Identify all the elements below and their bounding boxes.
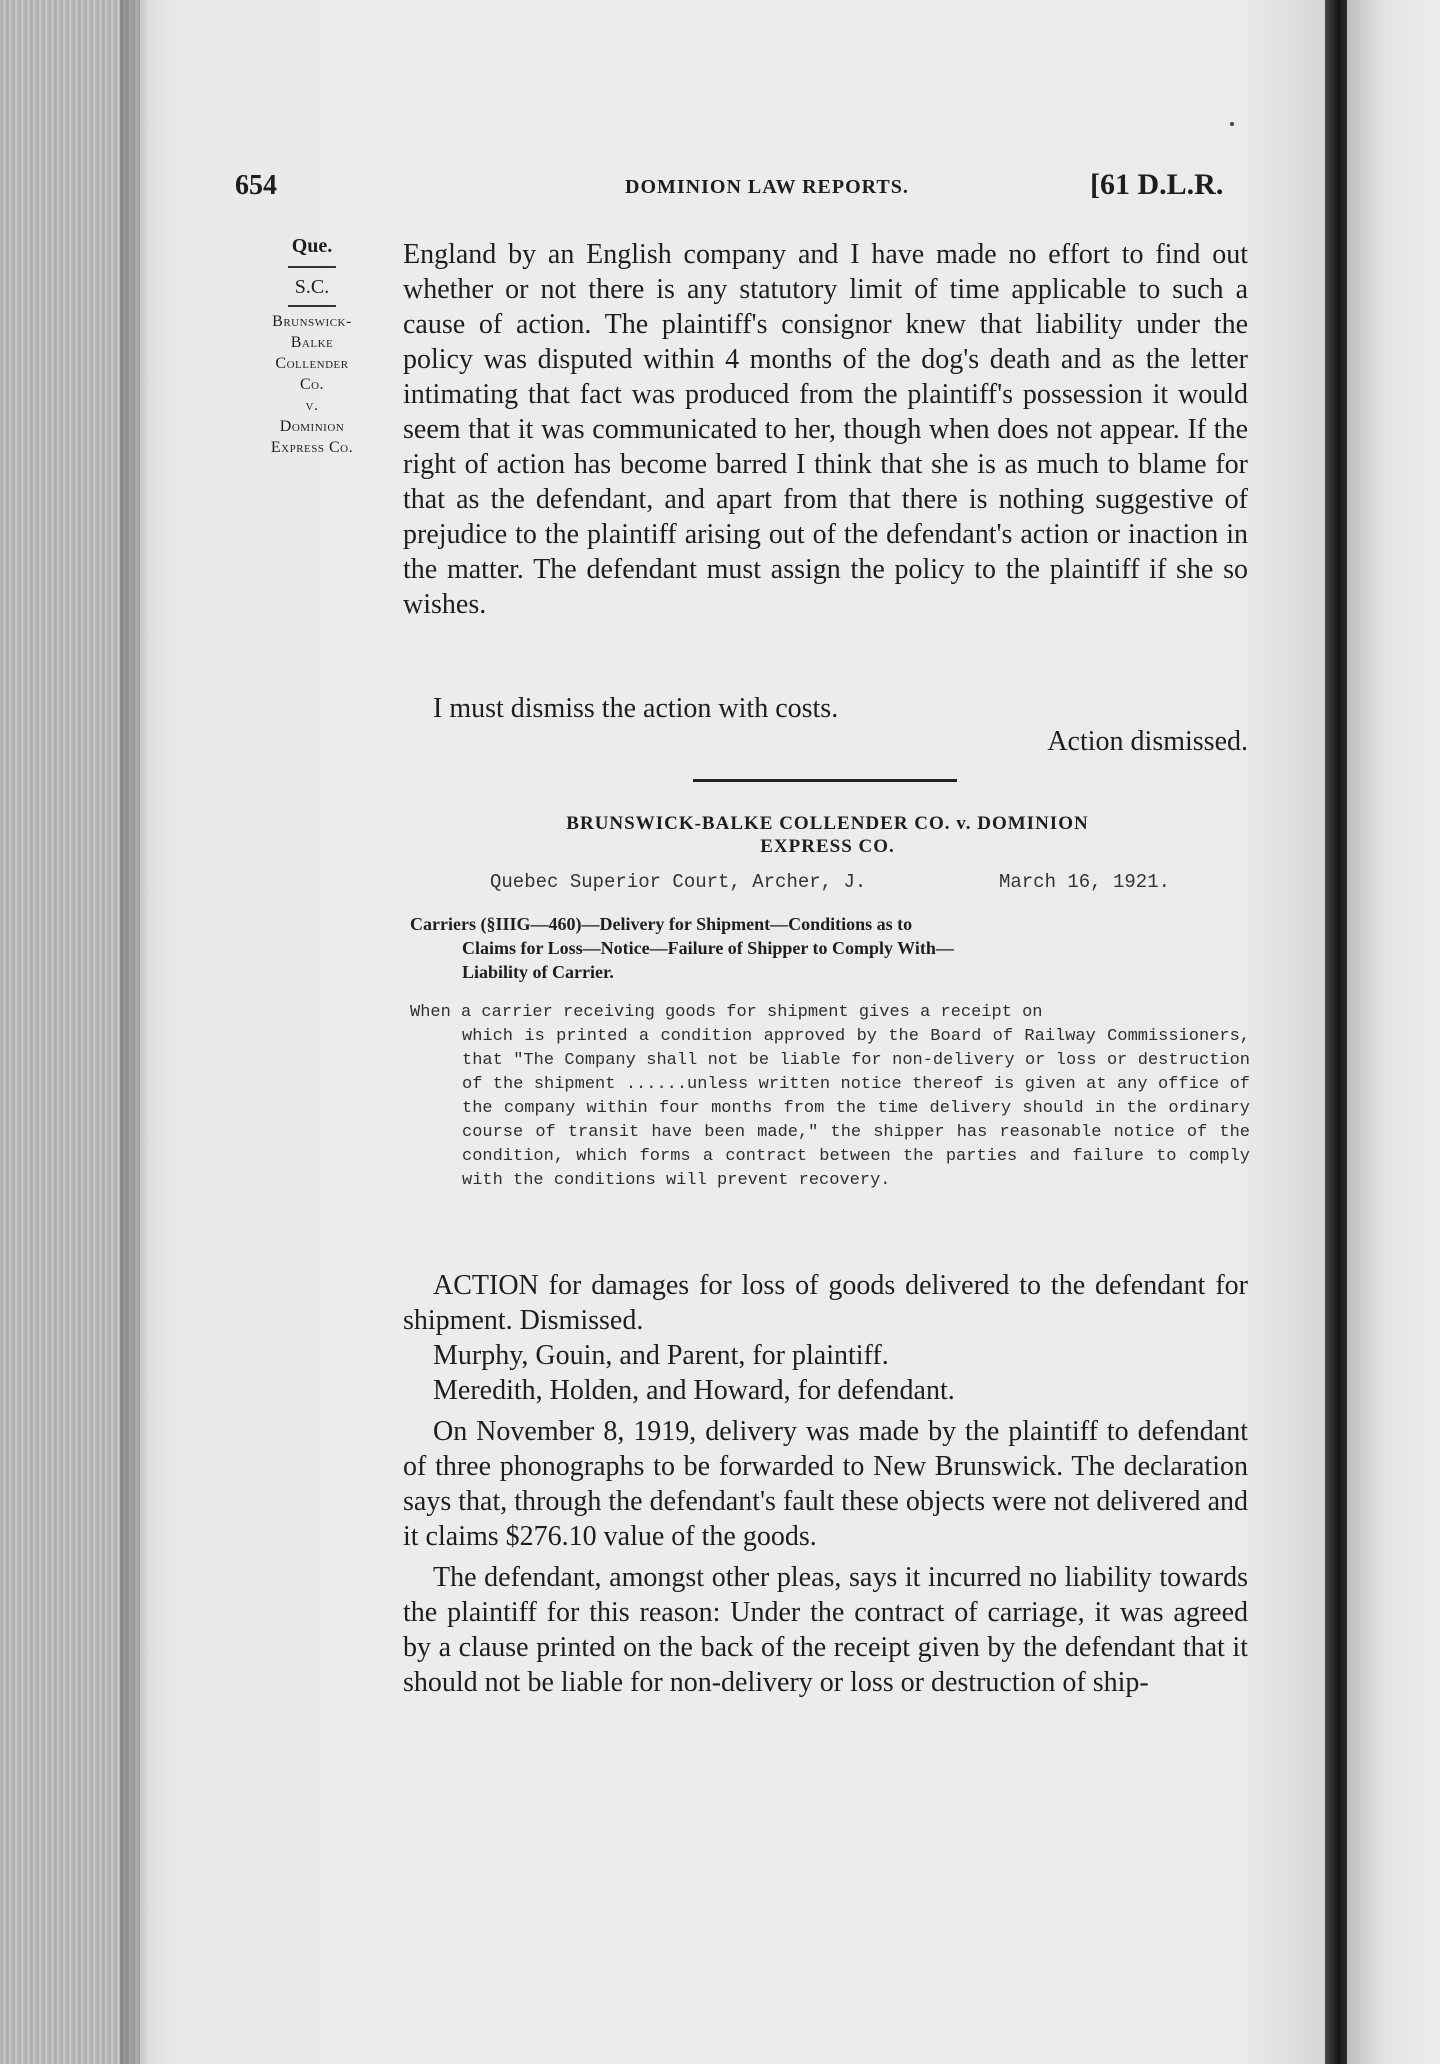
sidebar-party-line: Express Co. — [270, 439, 354, 456]
court-line — [490, 871, 1170, 893]
book-gutter — [1325, 0, 1347, 2064]
case-title-line: EXPRESS CO. — [760, 836, 895, 857]
page-number: 654 — [235, 170, 277, 201]
sidebar-rule — [288, 305, 336, 307]
volume-reference: [61 D.L.R. — [1090, 168, 1224, 201]
sidebar-party-line: Balke — [290, 334, 334, 351]
headnote-first-line: When a carrier receiving goods for shipment gives a receipt on — [410, 1003, 1043, 1022]
headnote-body: which is printed a condition approved by the Board of Railway Commissioners, that "The Company shall not be liable for non-delivery or loss or destruction of the shipment ......unless written notice thereof is given at any office of the company within four months from the time delivery should in the ordinary course of transit have been made," the shipper has reasonable notice of the condition, which forms a contract between the parties and failure to comply with the conditions will prevent recovery. — [462, 1027, 1250, 1190]
body-paragraph — [403, 237, 1248, 622]
action-summary: ACTION for damages for loss of goods delivered to the defendant for shipment. Dismissed. — [403, 1270, 1248, 1336]
print-speck — [1230, 122, 1234, 126]
topic-line: Claims for Loss—Notice—Failure of Shipper to Comply With— — [462, 938, 954, 958]
case-title-line: BRUNSWICK-BALKE COLLENDER CO. v. DOMINION — [566, 813, 1089, 834]
topic-line: Carriers (§IIIG—460)—Delivery for Shipment—Conditions as to — [410, 914, 913, 934]
headnote-topic — [410, 912, 1250, 984]
sidebar-party-line: Dominion — [279, 418, 345, 435]
sidebar-court: Que. — [291, 235, 333, 257]
topic-line: Liability of Carrier. — [462, 962, 614, 982]
next-page-edge — [1347, 0, 1440, 2064]
section-divider — [693, 779, 957, 782]
binding-shadow — [120, 0, 150, 2064]
pleas-paragraph: The defendant, amongst other pleas, says it incurred no liability towards the plaintiff for this reason: Under the contract of carriage, it was agreed by a clause printed on the back of the receipt given by the defendant that it should not be liable for non-delivery or loss or destruction of ship- — [403, 1562, 1248, 1698]
verdict: Action dismissed. — [1047, 726, 1248, 757]
sidebar-party-line: v. — [305, 397, 319, 414]
paragraph-text: I must dismiss the action with costs. — [433, 693, 839, 724]
court-name: Quebec Superior Court, Archer, J. — [490, 871, 867, 893]
running-title: DOMINION LAW REPORTS. — [625, 176, 909, 198]
sidebar-rule — [288, 266, 336, 268]
facts-paragraph: On November 8, 1919, delivery was made by the plaintiff to defendant of three phonographs to be forwarded to New Brunswick. The declaration says that, through the defendant's fault these objects were not delivered and it claims $276.10 value of the goods. — [403, 1416, 1248, 1552]
body-paragraph — [403, 691, 1248, 726]
case-sidebar — [232, 235, 392, 458]
sidebar-party-line: Co. — [299, 376, 325, 393]
counsel-defendant: Meredith, Holden, and Howard, for defendant. — [433, 1375, 955, 1406]
sidebar-party-line: Brunswick- — [272, 313, 352, 330]
sidebar-division: S.C. — [294, 276, 330, 298]
judgment-body — [403, 1268, 1248, 1700]
counsel-plaintiff: Murphy, Gouin, and Parent, for plaintiff. — [433, 1340, 889, 1371]
headnote-text — [410, 1001, 1250, 1193]
sidebar-party-line: Collender — [275, 355, 349, 372]
decision-date: March 16, 1921. — [998, 871, 1170, 893]
case-title — [420, 812, 1235, 858]
paragraph-text: England by an English company and I have made no effort to find out whether or not there is any statutory limit of time applicable to such a cause of action. The plaintiff's consignor knew that liability under the policy was disputed within 4 months of the dog's death and as the letter intimating that fact was produced from the plaintiff's possession it would seem that it was communicated to her, though when does not appear. If the right of action has become barred I think that she is as much to blame for that as the defendant, and apart from that there is nothing suggestive of prejudice to the plaintiff arising out of the defendant's action or inaction in the matter. The defendant must assign the policy to the plaintiff if she so wishes. — [403, 239, 1248, 620]
